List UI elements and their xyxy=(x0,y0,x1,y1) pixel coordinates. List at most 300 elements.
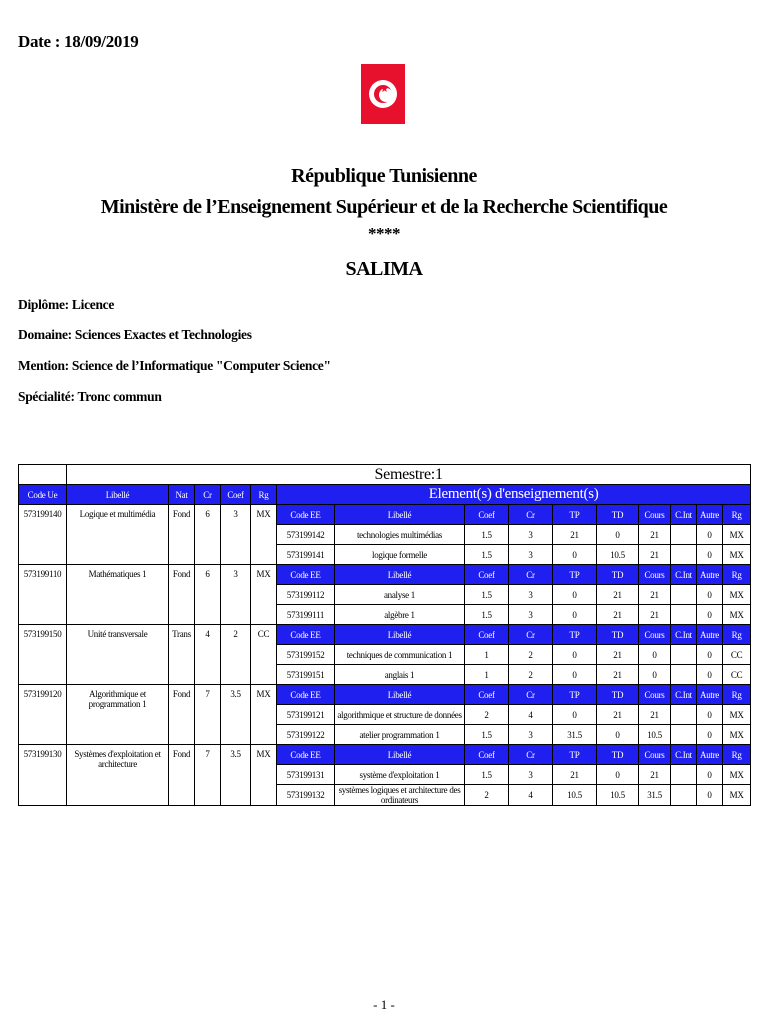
ee-header-cint xyxy=(671,505,697,525)
ee-header-tp-text: TP xyxy=(569,749,580,760)
domain-line: Domaine: Sciences Exactes et Technologies xyxy=(18,327,252,342)
ee-header-cint xyxy=(671,565,697,585)
element-rg-text: MX xyxy=(729,709,744,720)
ue-coef xyxy=(221,625,251,685)
element-label xyxy=(335,645,465,665)
element-tp xyxy=(553,705,597,725)
ee-header-tp-text: TP xyxy=(569,689,580,700)
element-rg-text: MX xyxy=(729,790,744,800)
element-cr-text: 4 xyxy=(528,790,533,800)
ue-nat xyxy=(169,565,195,625)
ee-header-rg-text: Rg xyxy=(731,509,742,520)
element-label-text: logique formelle xyxy=(372,549,427,560)
ministry-title: Ministère de l’Enseignement Supérieur et de la Recherche Scientifique xyxy=(100,196,668,218)
element-cr xyxy=(509,525,553,545)
element-tp xyxy=(553,785,597,806)
element-td xyxy=(597,705,639,725)
element-cours xyxy=(639,705,671,725)
ue-nat xyxy=(169,685,195,745)
element-cr xyxy=(509,705,553,725)
ue-label xyxy=(67,625,169,685)
ee-header-code-text: Code EE xyxy=(290,629,321,640)
ue-header-coef: Coef xyxy=(221,485,251,505)
element-cours xyxy=(639,725,671,745)
element-cint xyxy=(671,585,697,605)
element-tp xyxy=(553,605,597,625)
element-cr-text: 3 xyxy=(528,729,533,740)
element-tp-text: 0 xyxy=(572,609,577,620)
ue-nat-text: Fond xyxy=(172,689,191,699)
element-td-text: 10.5 xyxy=(610,549,625,560)
element-autre-text: 0 xyxy=(707,589,712,600)
element-cours-text: 21 xyxy=(650,589,659,600)
ee-header-cr-text: Cr xyxy=(526,569,535,580)
ue-header-label: Libellé xyxy=(67,485,169,505)
element-autre xyxy=(697,765,723,785)
element-coef-text: 1 xyxy=(484,669,489,680)
element-rg-text: MX xyxy=(729,729,744,740)
ee-header-td-text: TD xyxy=(611,569,624,580)
element-autre xyxy=(697,665,723,685)
element-td xyxy=(597,645,639,665)
ee-header-td xyxy=(597,745,639,765)
ue-label xyxy=(67,565,169,625)
ee-header-autre xyxy=(697,625,723,645)
element-label xyxy=(335,765,465,785)
element-code xyxy=(277,725,335,745)
ee-header-coef-text: Coef xyxy=(478,569,495,580)
element-td xyxy=(597,765,639,785)
ee-header-tp xyxy=(553,625,597,645)
element-code xyxy=(277,645,335,665)
ee-header-rg xyxy=(723,505,751,525)
element-label-text: système d'exploitation 1 xyxy=(359,769,440,780)
ee-header-label xyxy=(335,685,465,705)
element-tp-text: 10.5 xyxy=(567,790,582,800)
element-rg xyxy=(723,645,751,665)
element-coef-text: 1.5 xyxy=(481,529,492,540)
ee-header-cint-text: C.Int xyxy=(675,689,692,700)
ee-header-td-text: TD xyxy=(611,629,624,640)
element-autre-text: 0 xyxy=(707,549,712,560)
ee-header-cint xyxy=(671,745,697,765)
element-cours xyxy=(639,585,671,605)
ee-header-label-text: Libellé xyxy=(387,569,412,580)
ue-header-cr: Cr xyxy=(195,485,221,505)
ue-coef xyxy=(221,505,251,565)
ee-header-cint-text: C.Int xyxy=(675,509,692,520)
element-rg xyxy=(723,585,751,605)
ee-header-rg xyxy=(723,565,751,585)
ee-header-code-text: Code EE xyxy=(290,509,321,520)
ue-nat-text: Trans xyxy=(172,629,191,639)
element-rg xyxy=(723,705,751,725)
ue-cr xyxy=(195,505,221,565)
ue-cr xyxy=(195,565,221,625)
ee-header-cours xyxy=(639,565,671,585)
element-cours-text: 0 xyxy=(652,669,657,680)
element-label-text: algèbre 1 xyxy=(384,609,415,620)
element-label-text: algorithmique et structure de données xyxy=(337,709,462,720)
element-code-text: 573199152 xyxy=(286,649,325,660)
semester-empty-cell xyxy=(19,465,67,485)
ue-label-text: Unité transversale xyxy=(87,629,148,639)
university-name: SALIMA xyxy=(345,258,423,280)
element-cours-text: 21 xyxy=(650,549,659,560)
ee-header-autre-text: Autre xyxy=(700,569,719,580)
ee-header-label xyxy=(335,625,465,645)
element-tp-text: 0 xyxy=(572,709,577,720)
element-cours-text: 21 xyxy=(650,709,659,720)
ue-label xyxy=(67,685,169,745)
ee-header-coef xyxy=(465,685,509,705)
ee-header-coef-text: Coef xyxy=(478,629,495,640)
separator-stars: **** xyxy=(368,224,400,243)
ue-coef-text: 3.5 xyxy=(230,749,241,759)
element-coef xyxy=(465,645,509,665)
ue-row xyxy=(19,685,751,705)
ue-nat xyxy=(169,745,195,806)
element-label xyxy=(335,785,465,806)
ue-code-text: 573199150 xyxy=(23,629,62,639)
element-cr xyxy=(509,765,553,785)
ee-header-tp xyxy=(553,685,597,705)
ue-code xyxy=(19,745,67,806)
ee-header-code xyxy=(277,505,335,525)
ee-header-cint-text: C.Int xyxy=(675,569,692,580)
element-td xyxy=(597,725,639,745)
ue-rg-text: MX xyxy=(256,569,271,579)
element-tp-text: 0 xyxy=(572,649,577,660)
element-rg xyxy=(723,765,751,785)
element-td-text: 10.5 xyxy=(610,790,625,800)
element-code xyxy=(277,765,335,785)
element-cours-text: 21 xyxy=(650,529,659,540)
element-cr-text: 3 xyxy=(528,609,533,620)
element-cr-text: 3 xyxy=(528,549,533,560)
element-td-text: 21 xyxy=(613,589,622,600)
element-cr-text: 4 xyxy=(528,709,533,720)
element-tp xyxy=(553,665,597,685)
element-cint xyxy=(671,705,697,725)
ee-header-td xyxy=(597,625,639,645)
ue-code-text: 573199140 xyxy=(23,509,62,519)
ee-header-coef-text: Coef xyxy=(478,749,495,760)
element-autre xyxy=(697,585,723,605)
ue-nat-text: Fond xyxy=(172,749,191,759)
element-code-text: 573199131 xyxy=(286,769,325,780)
ue-cr-text: 7 xyxy=(205,689,210,699)
ee-header-cours xyxy=(639,745,671,765)
element-td xyxy=(597,665,639,685)
ee-header-cours-text: Cours xyxy=(644,749,665,760)
element-td xyxy=(597,605,639,625)
element-cint xyxy=(671,605,697,625)
element-coef xyxy=(465,725,509,745)
semester-row xyxy=(19,465,751,485)
ee-header-cours xyxy=(639,685,671,705)
ee-header-autre xyxy=(697,745,723,765)
element-rg-text: CC xyxy=(730,669,743,680)
ee-header-rg-text: Rg xyxy=(731,689,742,700)
ee-header-coef xyxy=(465,625,509,645)
element-cours-text: 0 xyxy=(652,649,657,660)
ue-nat xyxy=(169,505,195,565)
ue-cr-text: 6 xyxy=(205,569,210,579)
ue-code xyxy=(19,625,67,685)
element-cint xyxy=(671,765,697,785)
ue-coef-text: 3 xyxy=(233,509,238,519)
element-cint xyxy=(671,645,697,665)
ue-coef-text: 3.5 xyxy=(230,689,241,699)
element-td-text: 21 xyxy=(613,649,622,660)
element-cours-text: 31.5 xyxy=(647,790,662,800)
ue-rg-text: MX xyxy=(256,509,271,519)
ue-code-text: 573199110 xyxy=(23,569,62,579)
element-label-text: technologies multimédias xyxy=(356,529,443,540)
element-code xyxy=(277,545,335,565)
ue-label-text: Mathématiques 1 xyxy=(88,569,147,579)
element-td-text: 21 xyxy=(613,669,622,680)
ue-rg-text: MX xyxy=(256,749,271,759)
document-date: Date : 18/09/2019 xyxy=(18,32,139,51)
element-cint xyxy=(671,665,697,685)
elements-title: Element(s) d'enseignement(s) xyxy=(277,485,751,505)
element-autre xyxy=(697,525,723,545)
page-number: - 1 - xyxy=(373,997,395,1012)
element-cint xyxy=(671,725,697,745)
element-td-text: 21 xyxy=(613,609,622,620)
ee-header-rg-text: Rg xyxy=(731,749,742,760)
ue-row xyxy=(19,745,751,765)
element-label xyxy=(335,665,465,685)
element-td-text: 0 xyxy=(615,729,620,740)
element-autre xyxy=(697,545,723,565)
ee-header-autre xyxy=(697,685,723,705)
element-coef xyxy=(465,545,509,565)
element-coef-text: 1.5 xyxy=(481,609,492,620)
diploma-line: Diplôme: Licence xyxy=(18,297,115,312)
ee-header-code-text: Code EE xyxy=(290,689,321,700)
tunisia-flag-icon: ★ xyxy=(361,64,405,124)
element-rg xyxy=(723,545,751,565)
element-label-text: techniques de communication 1 xyxy=(346,649,453,660)
element-cours xyxy=(639,525,671,545)
ee-header-tp xyxy=(553,745,597,765)
element-tp-text: 21 xyxy=(570,529,579,540)
ee-header-rg xyxy=(723,745,751,765)
element-coef-text: 1.5 xyxy=(481,769,492,780)
element-code-text: 573199132 xyxy=(286,790,325,800)
element-label xyxy=(335,585,465,605)
element-cr-text: 2 xyxy=(528,669,533,680)
ee-header-autre-text: Autre xyxy=(700,509,719,520)
ee-header-label xyxy=(335,745,465,765)
element-cr-text: 2 xyxy=(528,649,533,660)
ee-header-cours xyxy=(639,505,671,525)
ee-header-code xyxy=(277,565,335,585)
element-coef xyxy=(465,665,509,685)
element-autre-text: 0 xyxy=(707,529,712,540)
element-cours xyxy=(639,765,671,785)
ee-header-cr xyxy=(509,565,553,585)
ee-header-td xyxy=(597,505,639,525)
ue-nat xyxy=(169,625,195,685)
ue-header-code: Code Ue xyxy=(19,485,67,505)
ee-header-autre xyxy=(697,565,723,585)
ue-cr xyxy=(195,625,221,685)
element-autre-text: 0 xyxy=(707,729,712,740)
ee-header-rg xyxy=(723,625,751,645)
element-cr xyxy=(509,665,553,685)
ue-code xyxy=(19,565,67,625)
ee-header-cours-text: Cours xyxy=(644,629,665,640)
ue-coef-text: 3 xyxy=(233,569,238,579)
element-td-text: 0 xyxy=(615,769,620,780)
element-cr xyxy=(509,585,553,605)
element-coef-text: 1.5 xyxy=(481,549,492,560)
ee-header-td-text: TD xyxy=(611,509,624,520)
element-cr-text: 3 xyxy=(528,529,533,540)
ue-rg xyxy=(251,685,277,745)
element-label-text: atelier programmation 1 xyxy=(359,729,440,740)
element-rg xyxy=(723,725,751,745)
element-td xyxy=(597,545,639,565)
ee-header-code-text: Code EE xyxy=(290,749,321,760)
element-cr xyxy=(509,605,553,625)
element-code xyxy=(277,525,335,545)
ee-header-label xyxy=(335,565,465,585)
element-td-text: 0 xyxy=(615,529,620,540)
ee-header-cint xyxy=(671,685,697,705)
speciality-line: Spécialité: Tronc commun xyxy=(18,389,162,404)
ee-header-cint xyxy=(671,625,697,645)
ee-header-cours-text: Cours xyxy=(644,569,665,580)
ue-cr-text: 4 xyxy=(205,629,210,639)
ee-header-cr-text: Cr xyxy=(526,749,535,760)
element-label xyxy=(335,525,465,545)
element-cr xyxy=(509,785,553,806)
ee-header-label-text: Libellé xyxy=(387,509,412,520)
ue-rg-text: CC xyxy=(257,629,270,639)
curriculum-table-body xyxy=(19,465,751,806)
ue-label xyxy=(67,505,169,565)
ee-header-code xyxy=(277,685,335,705)
ee-header-cr-text: Cr xyxy=(526,509,535,520)
element-label-text: anglais 1 xyxy=(384,669,415,680)
ue-label xyxy=(67,745,169,806)
element-tp-text: 0 xyxy=(572,669,577,680)
ee-header-tp-text: TP xyxy=(569,629,580,640)
element-coef xyxy=(465,785,509,806)
element-autre-text: 0 xyxy=(707,769,712,780)
element-code xyxy=(277,665,335,685)
element-cours xyxy=(639,665,671,685)
element-coef xyxy=(465,605,509,625)
element-autre xyxy=(697,605,723,625)
ue-code-text: 573199120 xyxy=(23,689,62,699)
ee-header-rg-text: Rg xyxy=(731,569,742,580)
ee-header-coef xyxy=(465,565,509,585)
ee-header-cr xyxy=(509,685,553,705)
element-label-text: systèmes logiques et architecture des ordinateurs xyxy=(338,785,461,805)
element-tp-text: 0 xyxy=(572,549,577,560)
ee-header-coef-text: Coef xyxy=(478,509,495,520)
ee-header-code-text: Code EE xyxy=(290,569,321,580)
ee-header-tp-text: TP xyxy=(569,569,580,580)
element-label xyxy=(335,605,465,625)
element-td xyxy=(597,525,639,545)
element-coef xyxy=(465,585,509,605)
element-code-text: 573199151 xyxy=(286,669,325,680)
ee-header-cr xyxy=(509,505,553,525)
element-cr-text: 3 xyxy=(528,769,533,780)
ue-code xyxy=(19,505,67,565)
element-cint xyxy=(671,545,697,565)
ee-header-td-text: TD xyxy=(611,749,624,760)
ee-header-autre xyxy=(697,505,723,525)
semester-label: Semestre:1 xyxy=(67,465,751,485)
element-autre xyxy=(697,785,723,806)
ue-label-text: Algorithmique et programmation 1 xyxy=(88,689,147,709)
ee-header-cours xyxy=(639,625,671,645)
ee-header-td xyxy=(597,685,639,705)
ue-cr-text: 6 xyxy=(205,509,210,519)
ue-cr xyxy=(195,745,221,806)
element-rg-text: MX xyxy=(729,769,744,780)
element-coef-text: 1.5 xyxy=(481,729,492,740)
ue-header-row xyxy=(19,485,751,505)
element-code-text: 573199121 xyxy=(286,709,325,720)
ee-header-cours-text: Cours xyxy=(644,509,665,520)
element-code xyxy=(277,785,335,806)
element-label-text: analyse 1 xyxy=(383,589,416,600)
element-tp xyxy=(553,765,597,785)
ue-coef-text: 2 xyxy=(233,629,238,639)
ue-rg-text: MX xyxy=(256,689,271,699)
element-code xyxy=(277,585,335,605)
ee-header-rg-text: Rg xyxy=(731,629,742,640)
ue-coef xyxy=(221,745,251,806)
ee-header-label-text: Libellé xyxy=(387,749,412,760)
element-code-text: 573199142 xyxy=(286,529,325,540)
ue-nat-text: Fond xyxy=(172,569,191,579)
ee-header-cr-text: Cr xyxy=(526,629,535,640)
ue-cr-text: 7 xyxy=(205,749,210,759)
ue-label-text: Systèmes d'exploitation et architecture xyxy=(74,749,161,769)
ee-header-autre-text: Autre xyxy=(700,749,719,760)
element-rg-text: MX xyxy=(729,529,744,540)
ee-header-td-text: TD xyxy=(611,689,624,700)
ee-header-label-text: Libellé xyxy=(387,629,412,640)
element-autre xyxy=(697,705,723,725)
ee-header-cint-text: C.Int xyxy=(675,629,692,640)
ee-header-code xyxy=(277,625,335,645)
element-cours xyxy=(639,605,671,625)
ue-rg xyxy=(251,625,277,685)
element-coef xyxy=(465,765,509,785)
element-tp-text: 0 xyxy=(572,589,577,600)
element-tp xyxy=(553,645,597,665)
ue-row xyxy=(19,565,751,585)
element-cours-text: 21 xyxy=(650,769,659,780)
element-code xyxy=(277,705,335,725)
ee-header-coef xyxy=(465,745,509,765)
element-autre-text: 0 xyxy=(707,609,712,620)
element-autre xyxy=(697,645,723,665)
ue-rg xyxy=(251,505,277,565)
element-coef-text: 1 xyxy=(484,649,489,660)
